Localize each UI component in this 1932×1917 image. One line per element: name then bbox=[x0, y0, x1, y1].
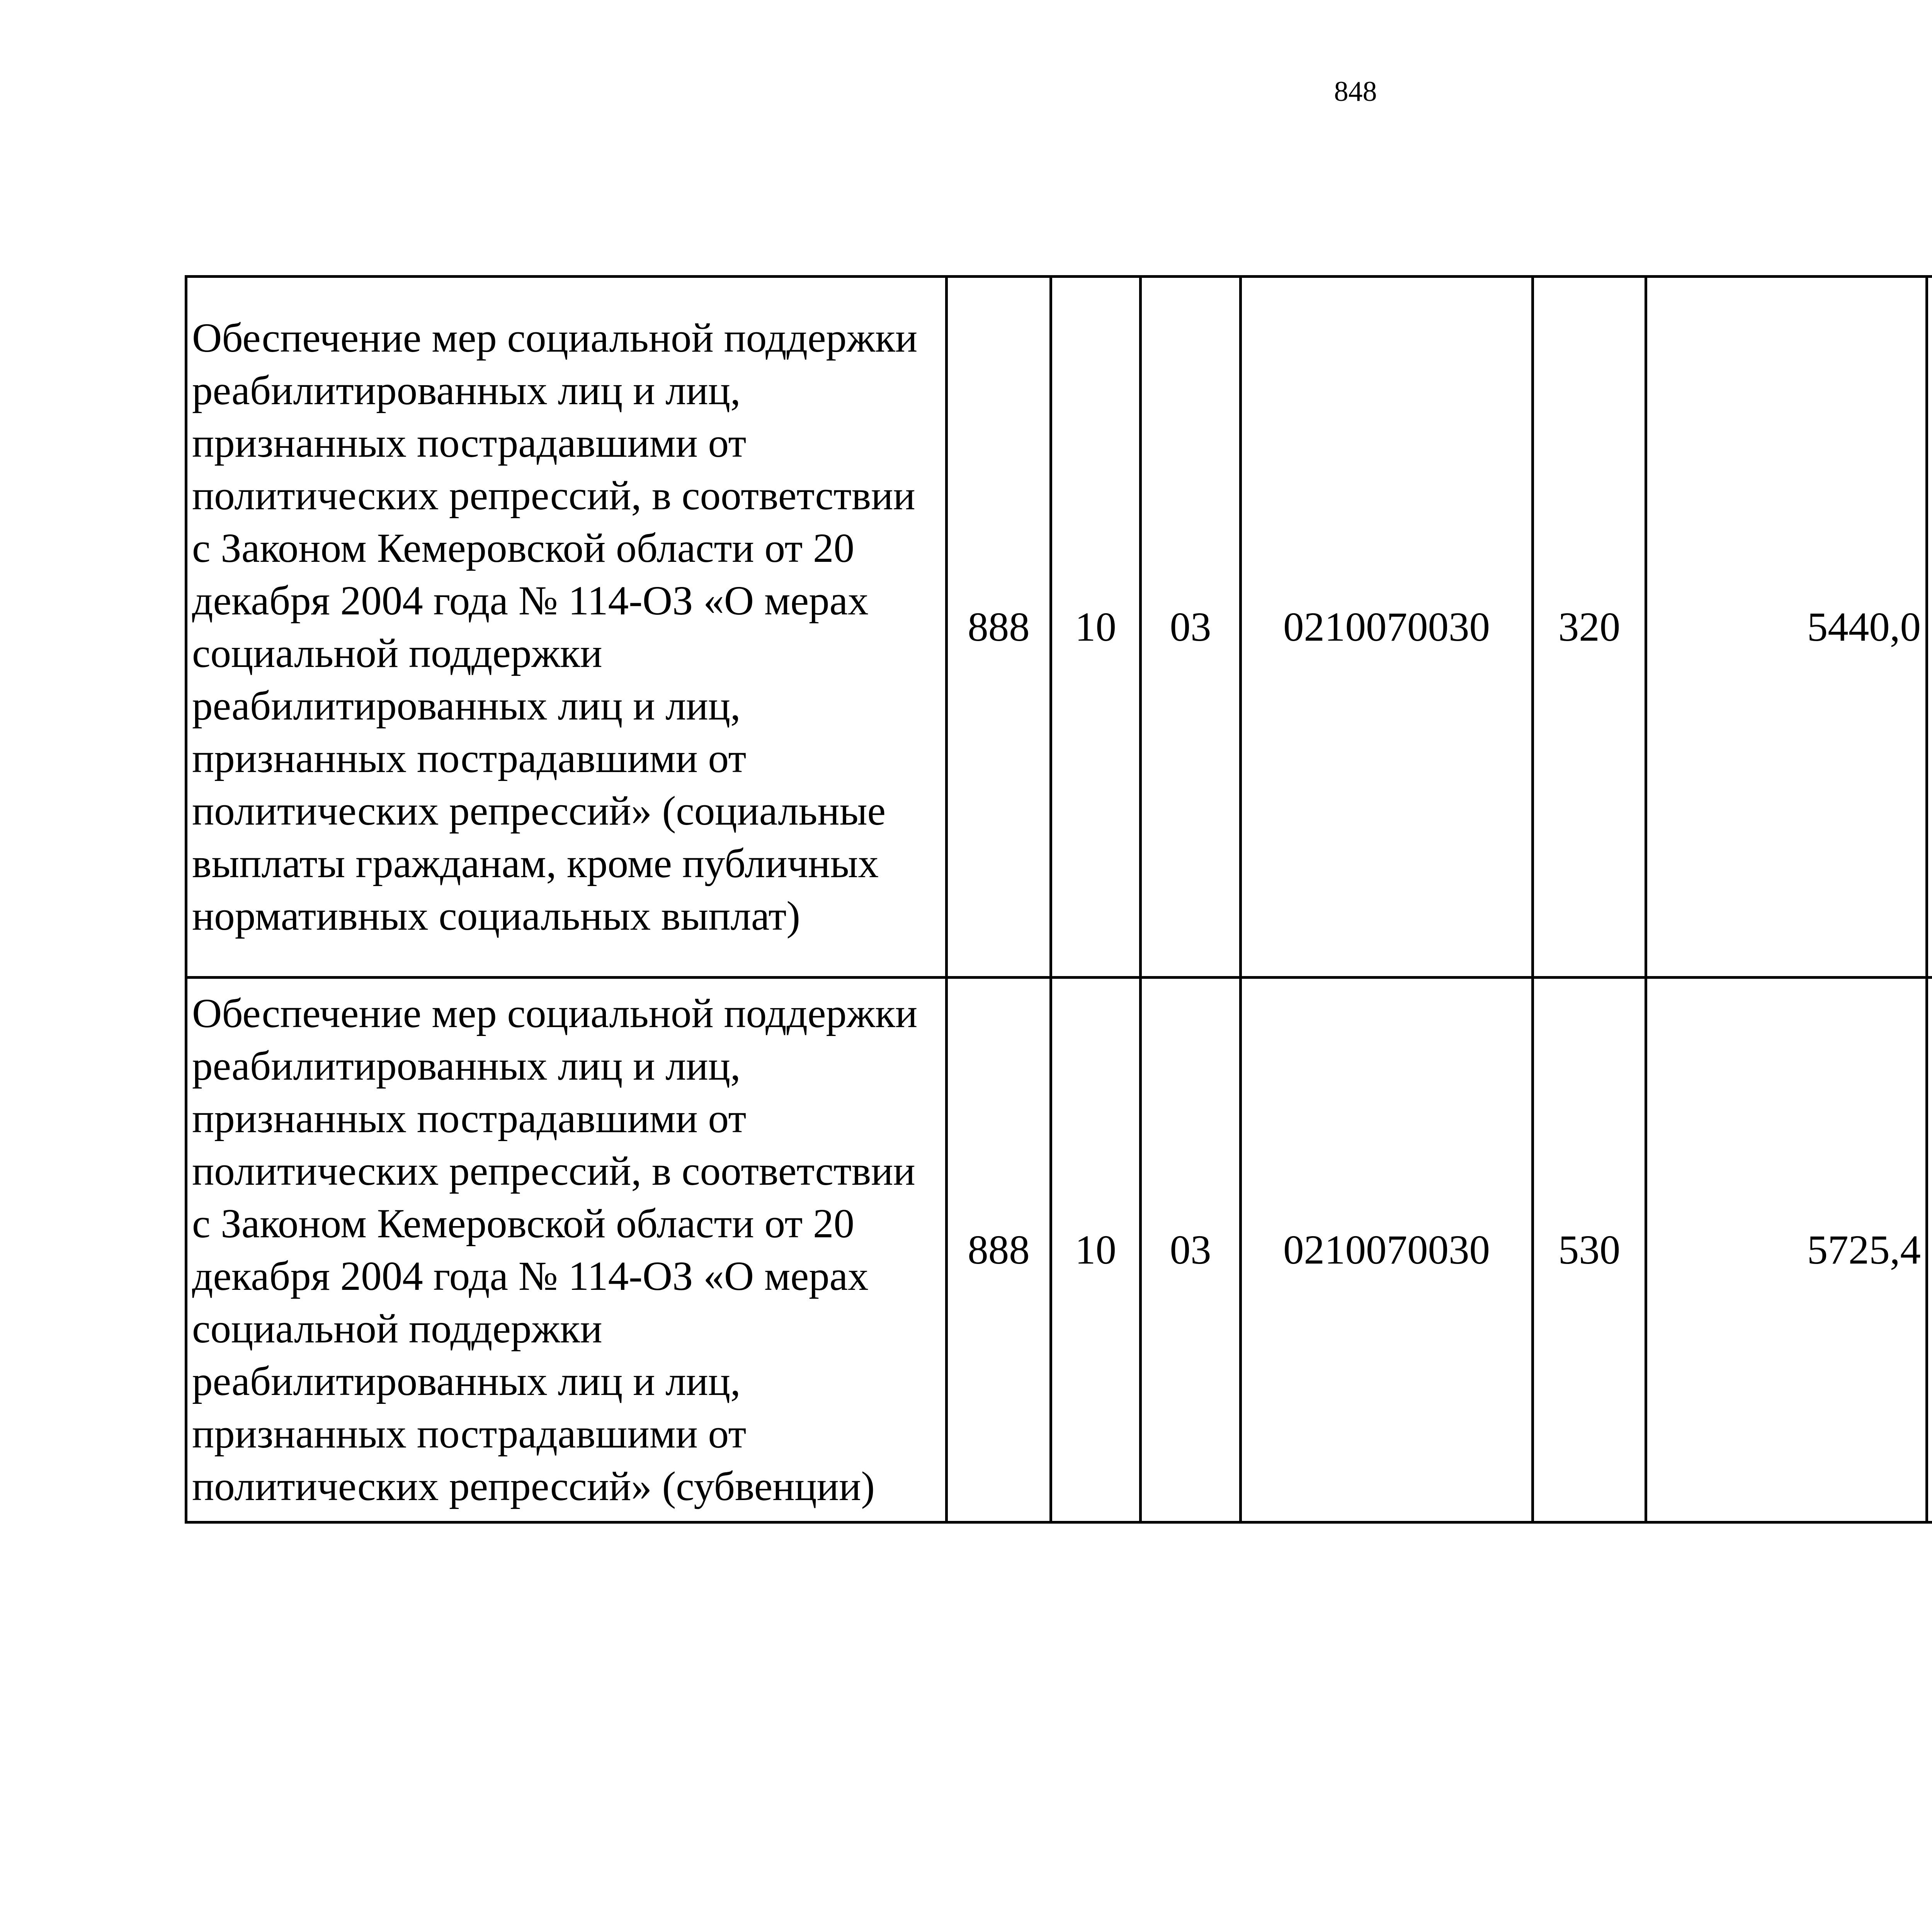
target-article-cell: 0210070030 bbox=[1241, 978, 1533, 1522]
section-cell: 10 bbox=[1051, 978, 1141, 1522]
amount-2-cell bbox=[1927, 978, 1932, 1522]
table-row bbox=[186, 978, 1932, 1522]
row-description: Обеспечение мер социальной поддержки реабилитированных лиц и лиц, признанных пострадавшими от политических репрессий, в соответствии с Законом Кемеровской области от 20 декабря 2004 года № 114-ОЗ «О мерах социальной поддержки реабилитированных лиц и лиц, признанных пострадавшими от политических репрессий» (социальные выплаты гражданам, кроме публичных нормативных социальных выплат) bbox=[186, 277, 947, 978]
amount-2-cell bbox=[1927, 277, 1932, 978]
row-description: Обеспечение мер социальной поддержки реабилитированных лиц и лиц, признанных пострадавшими от политических репрессий, в соответствии с Законом Кемеровской области от 20 декабря 2004 года № 114-ОЗ «О мерах социальной поддержки реабилитированных лиц и лиц, признанных пострадавшими от политических репрессий» (субвенции) bbox=[186, 978, 947, 1522]
ministry-code-cell: 888 bbox=[947, 978, 1051, 1522]
amount-1-cell: 5440,0 bbox=[1646, 277, 1927, 978]
subsection-cell: 03 bbox=[1141, 978, 1241, 1522]
table-row bbox=[186, 277, 1932, 978]
expense-type-cell: 320 bbox=[1533, 277, 1646, 978]
budget-table bbox=[185, 275, 1932, 1524]
page-number: 848 bbox=[1334, 76, 1377, 107]
amount-1-cell: 5725,4 bbox=[1646, 978, 1927, 1522]
target-article-cell: 0210070030 bbox=[1241, 277, 1533, 978]
ministry-code-cell: 888 bbox=[947, 277, 1051, 978]
subsection-cell: 03 bbox=[1141, 277, 1241, 978]
section-cell: 10 bbox=[1051, 277, 1141, 978]
expense-type-cell: 530 bbox=[1533, 978, 1646, 1522]
